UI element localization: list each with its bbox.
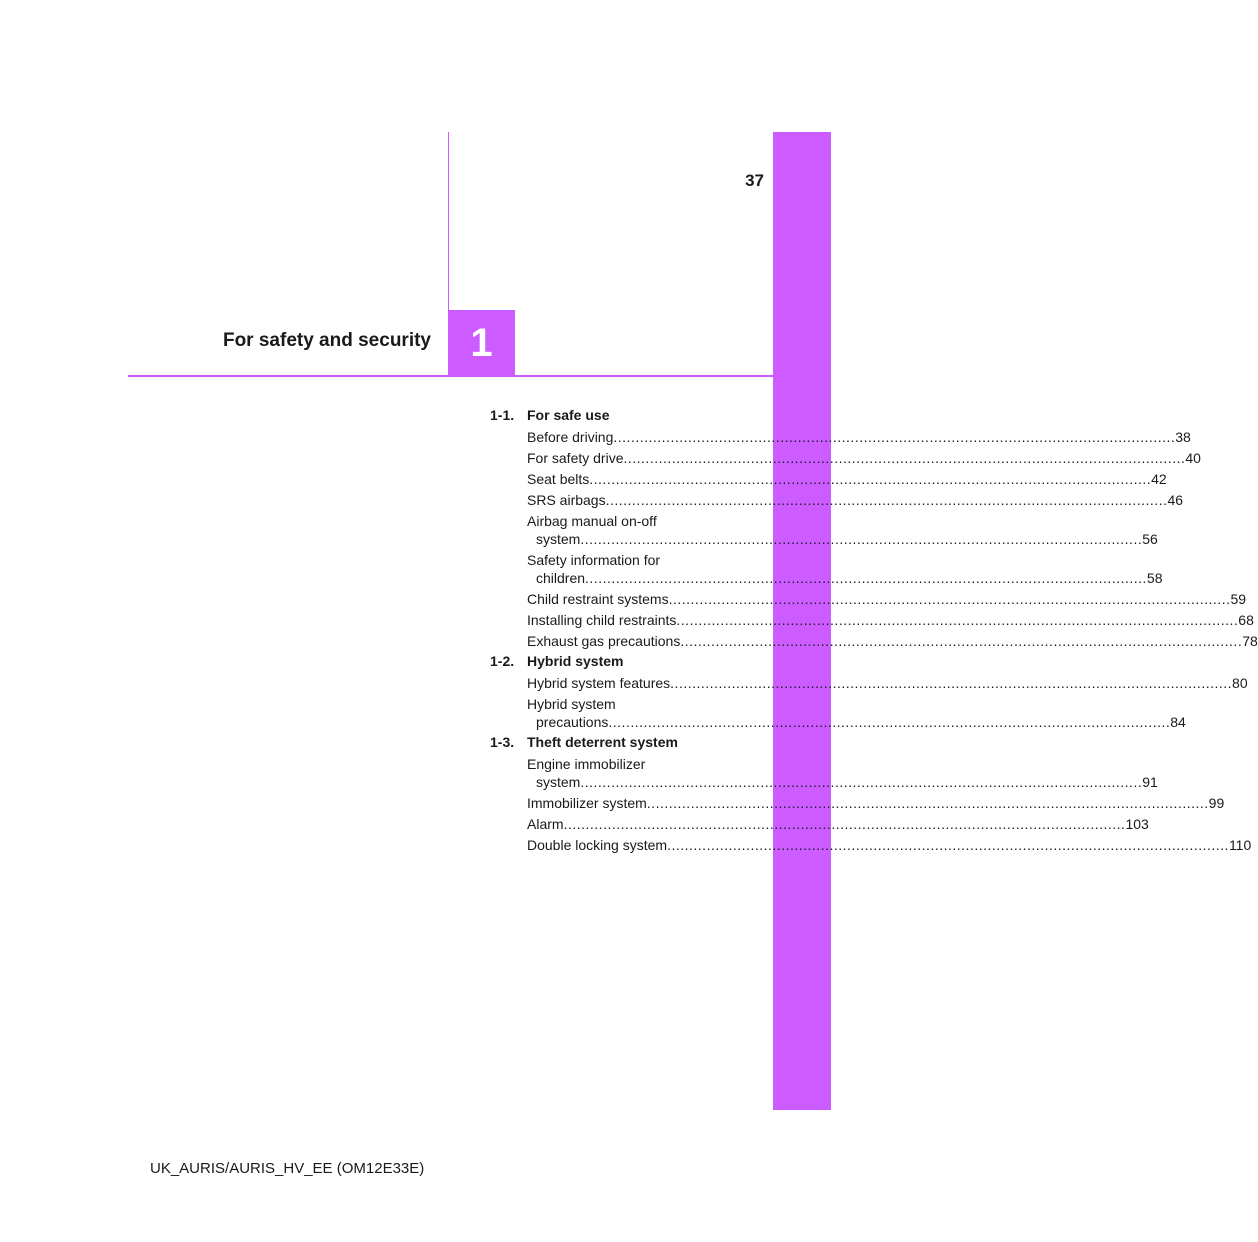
toc-section: [490, 405, 1258, 651]
toc-entry-title: Hybrid system features: [527, 674, 671, 691]
dot-leader: [623, 450, 1185, 466]
toc-entry[interactable]: [527, 792, 1225, 813]
dot-leader: [589, 471, 1151, 487]
footer-code: UK_AURIS/AURIS_HV_EE (OM12E33E): [150, 1160, 425, 1177]
toc-entry-line: [527, 491, 1184, 509]
table-of-contents: [490, 405, 1258, 855]
dot-leader: [667, 837, 1229, 853]
toc-entry[interactable]: [527, 426, 1191, 447]
toc-entry-line: [527, 569, 1163, 587]
toc-entry-title: SRS airbags: [527, 491, 606, 508]
toc-entry-line: [527, 551, 732, 569]
toc-entry[interactable]: [527, 753, 1158, 792]
section-title: Theft deterrent system: [527, 734, 678, 750]
toc-entry-title: Airbag manual on-off: [527, 512, 657, 529]
toc-entry[interactable]: [527, 834, 1252, 855]
dot-leader: [670, 675, 1232, 691]
toc-entry-page: 46: [1167, 491, 1184, 508]
toc-entry-title: Exhaust gas precautions: [527, 632, 681, 649]
toc-section-heading[interactable]: [490, 405, 732, 426]
toc-entry-title: Child restraint systems: [527, 590, 669, 607]
toc-entry[interactable]: [527, 609, 1254, 630]
toc-entry-line: [527, 632, 1258, 650]
chapter-title: For safety and security: [222, 330, 431, 351]
toc-entry-title: Double locking system: [527, 836, 668, 853]
dot-leader: [606, 492, 1168, 508]
toc-entry[interactable]: [527, 813, 1149, 834]
toc-entry-page: 42: [1151, 470, 1167, 487]
dot-leader: [680, 633, 1242, 649]
toc-entry-title: For safety drive: [527, 449, 624, 466]
dot-leader: [676, 612, 1238, 628]
toc-entry-line: [527, 512, 732, 530]
toc-entry-title: Installing child restraints: [527, 611, 677, 628]
toc-entry-page: 56: [1142, 530, 1158, 547]
toc-entry-title: Safety information for: [527, 551, 661, 568]
toc-entry-page: 58: [1146, 569, 1163, 586]
toc-entry-title: children: [536, 569, 586, 586]
toc-entry-line: [527, 794, 1225, 812]
toc-entry-title: Hybrid system: [527, 695, 616, 712]
toc-entry-page: 103: [1125, 815, 1149, 832]
dot-leader: [580, 531, 1142, 547]
dot-leader: [580, 774, 1142, 790]
dot-leader: [647, 795, 1209, 811]
dot-leader: [585, 570, 1147, 586]
toc-entry[interactable]: [527, 468, 1167, 489]
section-number: 1-1.: [490, 407, 515, 423]
toc-entry-line: [527, 695, 732, 713]
toc-entry-line: [527, 836, 1252, 854]
toc-entry-page: 110: [1228, 836, 1252, 853]
toc-entry-page: 99: [1208, 794, 1225, 811]
toc-entry-title: system: [536, 773, 581, 790]
toc-entry-title: Before driving: [527, 428, 614, 445]
toc-entry-line: [527, 449, 1201, 467]
toc-entry-title: Alarm: [527, 815, 564, 832]
toc-entry[interactable]: [527, 510, 1158, 549]
toc-entry[interactable]: [527, 672, 1248, 693]
toc-entry-line: [527, 428, 1191, 446]
toc-entry-line: [527, 530, 1158, 548]
dot-leader: [669, 591, 1231, 607]
dot-leader: [613, 429, 1175, 445]
toc-entry-page: 84: [1170, 713, 1186, 730]
horizontal-divider: [128, 375, 773, 377]
toc-entry-line: [527, 590, 1247, 608]
toc-section-heading[interactable]: [490, 651, 732, 672]
toc-entry-line: [527, 815, 1149, 833]
toc-entry-line: [527, 755, 732, 773]
toc-entry-page: 68: [1238, 611, 1254, 628]
toc-section-heading[interactable]: [490, 732, 732, 753]
dot-leader: [564, 816, 1126, 832]
toc-entry-page: 38: [1175, 428, 1191, 445]
section-number: 1-3.: [490, 734, 515, 750]
toc-entry-title: Engine immobilizer: [527, 755, 646, 772]
toc-entry-line: [527, 773, 1158, 791]
toc-entry-page: 59: [1230, 590, 1247, 607]
toc-entry-line: [527, 611, 1254, 629]
toc-entry[interactable]: [527, 489, 1184, 510]
toc-section: [490, 651, 1248, 732]
toc-entry-title: precautions: [536, 713, 609, 730]
toc-entry-title: Seat belts: [527, 470, 590, 487]
toc-entry[interactable]: [527, 588, 1247, 609]
toc-entry-line: [527, 674, 1248, 692]
toc-entry[interactable]: [527, 549, 1163, 588]
toc-entry[interactable]: [527, 447, 1201, 468]
section-title: For safe use: [527, 407, 610, 423]
section-title: Hybrid system: [527, 653, 624, 669]
toc-entry[interactable]: [527, 630, 1258, 651]
toc-entry-page: 91: [1142, 773, 1158, 790]
page-number: 37: [745, 171, 764, 190]
toc-entry-title: system: [536, 530, 581, 547]
toc-entry-page: 80: [1232, 674, 1248, 691]
dot-leader: [608, 714, 1170, 730]
toc-entry-page: 78: [1242, 632, 1258, 649]
chapter-number-box: 1: [448, 310, 515, 376]
toc-entry[interactable]: [527, 693, 1186, 732]
toc-entry-title: Immobilizer system: [527, 794, 647, 811]
toc-entry-line: [527, 713, 1186, 731]
vertical-divider: [448, 132, 449, 310]
toc-section: [490, 732, 1252, 855]
toc-entry-line: [527, 470, 1167, 488]
toc-entry-page: 40: [1185, 449, 1201, 466]
section-number: 1-2.: [490, 653, 515, 669]
